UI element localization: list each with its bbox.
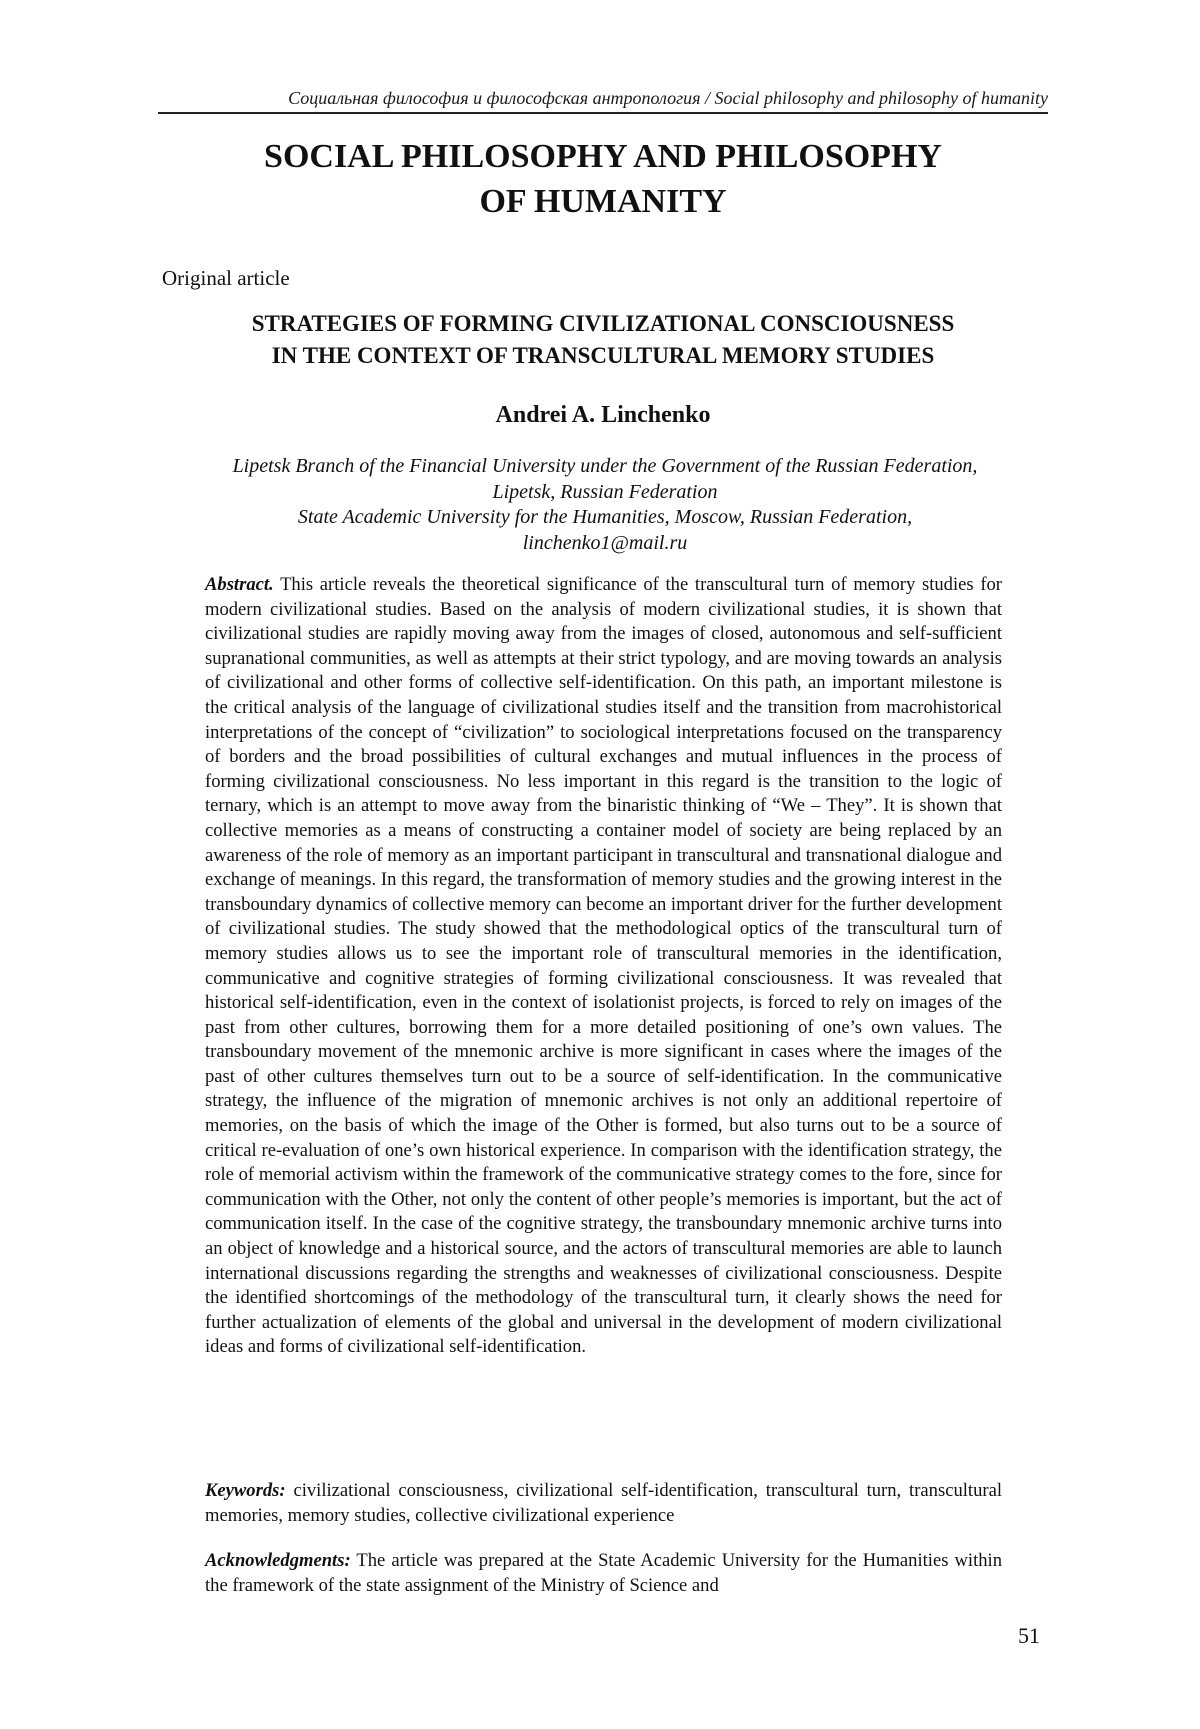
keywords: [205, 1479, 1002, 1528]
section-title: [158, 134, 1048, 224]
page-number: 51: [1018, 1623, 1040, 1648]
affiliation-1-city: Lipetsk, Russian Federation: [492, 480, 718, 503]
article-title-line-2: IN THE CONTEXT OF TRANSCULTURAL MEMORY STUDIES: [271, 343, 935, 368]
affiliation-2: State Academic University for the Humanities, Moscow, Russian Federation,: [297, 506, 913, 528]
article-title-line-1: STRATEGIES OF FORMING CIVILIZATIONAL CONSCIOUSNESS: [251, 311, 955, 336]
running-header: Социальная философия и философская антропология / Social philosophy and philosophy of humanity: [288, 88, 1048, 108]
affiliations: [170, 454, 1040, 556]
acknowledgments-text: The article was prepared at the State Academic University for the Humanities within the framework of the state assignment of the Ministry of Science and: [205, 1550, 1003, 1596]
abstract: [205, 573, 1002, 1360]
acknowledgments-label: Acknowledgments:: [205, 1550, 351, 1571]
article-type: Original article: [162, 266, 290, 290]
article-title: [158, 308, 1048, 372]
section-title-line-1: SOCIAL PHILOSOPHY AND PHILOSOPHY: [264, 138, 942, 175]
abstract-label: Abstract.: [205, 574, 274, 595]
keywords-text: civilizational consciousness, civilizational self-identification, transcultural turn, transcultural memories, memory studies, collective civilizational experience: [205, 1480, 1002, 1526]
author-email: linchenko1@mail.ru: [522, 531, 688, 554]
abstract-text: This article reveals the theoretical significance of the transcultural turn of memory studies for modern civilizational studies. Based on the analysis of modern civilizational studies, it is shown that civilizational studies are rapidly moving away from the images of closed, autonomous and self-sufficient supranational communities, as well as attempts at their strict typology, and are moving towards an analysis of civilizational and other forms of collective self-identification. On this path, an important milestone is the critical analysis of the language of civilizational studies itself and the transition from macrohistorical interpretations of the concept of “civilization” to sociological interpretations focused on the transparency of borders and the broad possibilities of cultural exchanges and mutual influences in the process of forming civilizational consciousness. No less important in this regard is the transition to the logic of ternary, which is an attempt to move away from the binaristic thinking of “We – They”. It is shown that collective memories as a means of constructing a container model of society are being replaced by an awareness of the role of memory as an important participant in transcultural and transnational dialogue and exchange of meanings. In this regard, the transformation of memory studies and the growing interest in the transboundary dynamics of collective memory can become an important driver for the further development of civilizational studies. The study showed that the methodological optics of the transcultural turn of memory studies allows us to see the important role of transcultural memories in the identification, communicative and cognitive strategies of forming civilizational consciousness. It was revealed that historical self-identification, even in the context of isolationist projects, is forced to rely on images of the past from other cultures, borrowing them for a more detailed positioning of one’s own values. The transboundary movement of the mnemonic archive is more significant in cases where the images of the past of other cultures themselves turn out to be a source of self-identification. In the communicative strategy, the influence of the migration of mnemonic archives is not only an additional repertoire of memories, on the basis of which the image of the Other is formed, but also turns out to be a source of critical re-evaluation of one’s own historical experience. In comparison with the identification strategy, the role of memorial activism within the framework of the communicative strategy comes to the fore, since for communication with the Other, not only the content of other people’s memories is important, but the act of communication itself. In the case of the cognitive strategy, the transboundary mnemonic archive turns into an object of knowledge and a historical source, and the actors of transcultural memories are able to launch international discussions regarding the strengths and weaknesses of civilizational consciousness. Despite the identified shortcomings of the methodology of the transcultural turn, it clearly shows the need for further actualization of elements of the global and universal in the development of modern civilizational ideas and forms of civilizational self-identification.: [205, 574, 1003, 1358]
keywords-label: Keywords:: [205, 1480, 286, 1501]
header-rule: [158, 112, 1048, 114]
author-name: Andrei A. Linchenko: [495, 402, 711, 428]
section-title-line-2: OF HUMANITY: [479, 183, 727, 220]
acknowledgments: [205, 1549, 1002, 1598]
affiliation-1: Lipetsk Branch of the Financial University under the Government of the Russian Federation,: [232, 455, 978, 477]
